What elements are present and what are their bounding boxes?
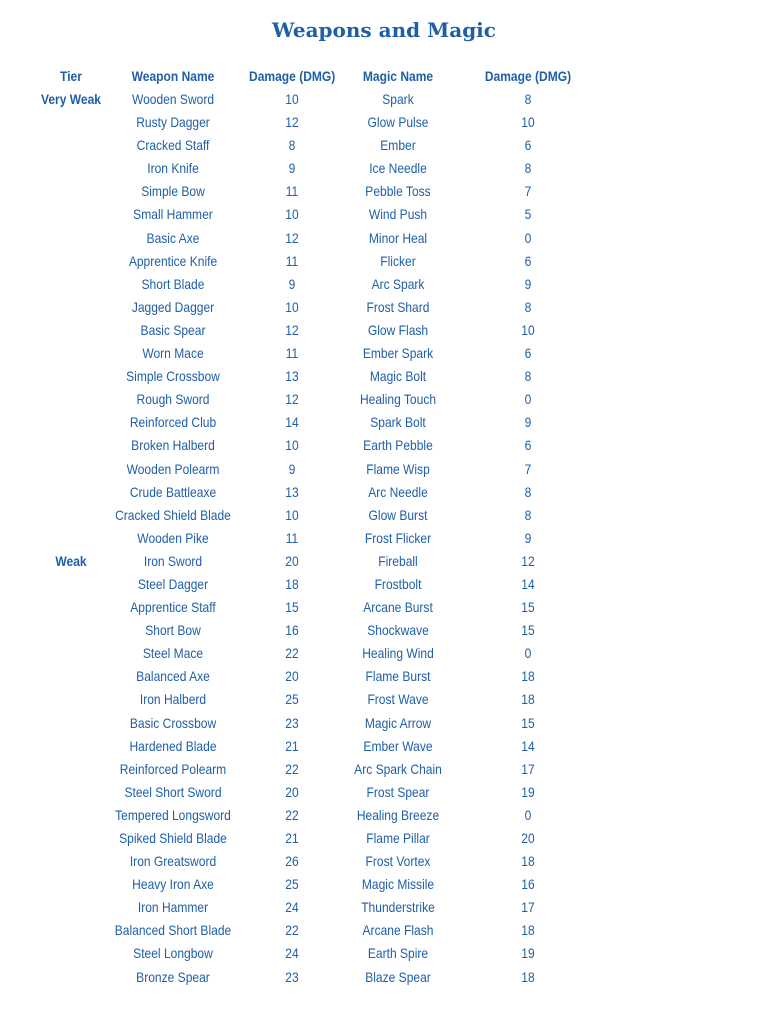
- weapon-damage-cell: 16: [285, 622, 299, 639]
- magic-name-cell: Magic Bolt: [369, 368, 427, 385]
- table-row: [0, 527, 768, 550]
- table-row: [0, 227, 768, 250]
- weapon-damage-cell: 9: [288, 275, 296, 292]
- weapon-damage-cell: 9: [288, 460, 296, 477]
- table-row: [0, 665, 768, 688]
- magic-damage-cell: 0: [524, 806, 532, 823]
- magic-damage-cell: 15: [521, 599, 535, 616]
- weapon-name-cell: Spiked Shield Blade: [119, 830, 227, 846]
- magic-name-cell: Thunderstrike: [361, 899, 435, 916]
- weapon-name-cell: Broken Halberd: [131, 437, 215, 454]
- table-row: [0, 111, 768, 134]
- weapon-damage-cell: 10: [285, 437, 299, 454]
- magic-name-cell: Arcane Flash: [362, 922, 434, 939]
- magic-damage-cell: 15: [521, 622, 535, 639]
- weapon-damage-cell: 10: [285, 506, 299, 523]
- magic-name-cell: Magic Arrow: [364, 714, 432, 731]
- weapon-damage-cell: 14: [285, 414, 299, 431]
- weapon-damage-cell: 13: [285, 368, 299, 385]
- weapon-name-cell: Short Bow: [145, 622, 201, 639]
- weapon-damage-cell: 15: [285, 599, 299, 616]
- header-tier: Tier: [60, 68, 82, 84]
- magic-name-cell: Healing Wind: [362, 645, 434, 662]
- weapon-name-cell: Tempered Longsword: [115, 806, 231, 823]
- table-body: [0, 88, 768, 989]
- weapon-damage-cell: 20: [285, 668, 299, 685]
- table-row: [0, 88, 768, 111]
- table-row: [0, 873, 768, 896]
- magic-damage-cell: 10: [521, 321, 535, 338]
- weapon-name-cell: Reinforced Polearm: [119, 760, 227, 777]
- weapon-damage-cell: 22: [285, 645, 299, 662]
- table-row: [0, 203, 768, 226]
- tier-cell: Weak: [55, 552, 87, 569]
- table-row: [0, 735, 768, 758]
- magic-name-cell: Arc Spark: [371, 275, 425, 292]
- weapon-damage-cell: 20: [285, 552, 299, 569]
- magic-name-cell: Flicker: [380, 252, 416, 269]
- weapon-damage-cell: 10: [285, 91, 299, 107]
- magic-damage-cell: 0: [524, 645, 532, 662]
- weapon-name-cell: Hardened Blade: [129, 737, 217, 754]
- weapon-damage-cell: 25: [285, 691, 299, 708]
- magic-name-cell: Frost Flicker: [364, 529, 432, 546]
- magic-name-cell: Wind Push: [368, 206, 428, 223]
- magic-damage-cell: 9: [524, 529, 532, 546]
- weapon-name-cell: Iron Sword: [143, 552, 203, 569]
- magic-damage-cell: 19: [521, 945, 535, 962]
- magic-damage-cell: 14: [521, 575, 535, 592]
- table-row: [0, 942, 768, 965]
- weapon-damage-cell: 20: [285, 783, 299, 800]
- table-row: [0, 319, 768, 342]
- table-row: [0, 573, 768, 596]
- magic-damage-cell: 17: [521, 760, 535, 777]
- table-row: [0, 250, 768, 273]
- weapon-name-cell: Reinforced Club: [129, 414, 217, 431]
- weapon-damage-cell: 12: [285, 391, 299, 408]
- weapon-name-cell: Bronze Spear: [136, 968, 210, 985]
- magic-damage-cell: 16: [521, 876, 535, 893]
- table-row: [0, 642, 768, 665]
- tier-cell: Very Weak: [40, 91, 102, 107]
- table-row: [0, 458, 768, 481]
- magic-damage-cell: 7: [524, 183, 532, 200]
- magic-name-cell: Ember Wave: [363, 737, 433, 754]
- table-row: [0, 850, 768, 873]
- weapons-magic-table: [0, 64, 768, 989]
- weapon-name-cell: Wooden Polearm: [126, 460, 220, 477]
- weapon-name-cell: Basic Axe: [146, 229, 200, 246]
- magic-damage-cell: 8: [524, 91, 532, 107]
- weapon-name-cell: Balanced Short Blade: [114, 922, 232, 939]
- magic-name-cell: Magic Missile: [361, 876, 435, 893]
- table-row: [0, 296, 768, 319]
- weapon-damage-cell: 22: [285, 760, 299, 777]
- magic-name-cell: Minor Heal: [368, 229, 428, 246]
- weapon-damage-cell: 11: [285, 529, 299, 546]
- magic-damage-cell: 9: [524, 275, 532, 292]
- magic-damage-cell: 18: [521, 691, 535, 708]
- weapon-name-cell: Cracked Staff: [136, 137, 210, 154]
- magic-name-cell: Shockwave: [367, 622, 429, 639]
- magic-damage-cell: 19: [521, 783, 535, 800]
- weapon-damage-cell: 11: [285, 252, 299, 269]
- magic-damage-cell: 0: [524, 229, 532, 246]
- weapon-damage-cell: 21: [285, 737, 299, 754]
- weapon-name-cell: Apprentice Knife: [128, 252, 218, 269]
- table-row: [0, 596, 768, 619]
- weapon-damage-cell: 26: [285, 853, 299, 870]
- magic-damage-cell: 8: [524, 160, 532, 177]
- magic-name-cell: Flame Pillar: [366, 830, 430, 846]
- magic-name-cell: Frost Spear: [366, 783, 430, 800]
- weapon-name-cell: Rough Sword: [136, 391, 210, 408]
- magic-damage-cell: 18: [521, 853, 535, 870]
- table-row: [0, 504, 768, 527]
- weapon-damage-cell: 11: [285, 345, 299, 362]
- magic-damage-cell: 10: [521, 114, 535, 131]
- magic-name-cell: Earth Pebble: [363, 437, 433, 454]
- table-row: [0, 365, 768, 388]
- page-title: Weapons and Magic: [272, 18, 496, 42]
- weapon-damage-cell: 10: [285, 298, 299, 315]
- table-row: [0, 712, 768, 735]
- magic-name-cell: Frost Vortex: [365, 853, 431, 870]
- magic-name-cell: Blaze Spear: [365, 968, 431, 985]
- magic-name-cell: Frost Wave: [367, 691, 429, 708]
- weapon-name-cell: Worn Mace: [142, 345, 204, 362]
- table-row: [0, 273, 768, 296]
- table-row: [0, 827, 768, 850]
- weapon-name-cell: Iron Halberd: [139, 691, 207, 708]
- magic-name-cell: Frostbolt: [374, 575, 422, 592]
- weapon-damage-cell: 22: [285, 806, 299, 823]
- table-row: [0, 919, 768, 942]
- magic-name-cell: Glow Flash: [367, 321, 429, 338]
- magic-damage-cell: 20: [521, 830, 535, 846]
- weapon-damage-cell: 12: [285, 229, 299, 246]
- weapon-name-cell: Cracked Shield Blade: [115, 506, 231, 523]
- weapon-name-cell: Balanced Axe: [136, 668, 210, 685]
- weapon-name-cell: Steel Dagger: [137, 575, 209, 592]
- weapon-damage-cell: 10: [285, 206, 299, 223]
- header-magic-name: Magic Name: [362, 68, 434, 84]
- weapon-name-cell: Rusty Dagger: [136, 114, 210, 131]
- table-row: [0, 134, 768, 157]
- magic-damage-cell: 5: [524, 206, 532, 223]
- weapon-name-cell: Basic Spear: [140, 321, 206, 338]
- table-row: [0, 342, 768, 365]
- magic-name-cell: Ember: [380, 137, 416, 154]
- weapon-name-cell: Simple Crossbow: [126, 368, 220, 385]
- weapon-damage-cell: 13: [285, 483, 299, 500]
- magic-damage-cell: 12: [521, 552, 535, 569]
- weapon-name-cell: Basic Crossbow: [129, 714, 217, 731]
- magic-damage-cell: 15: [521, 714, 535, 731]
- weapon-name-cell: Iron Knife: [147, 160, 199, 177]
- table-row: [0, 966, 768, 989]
- table-row: [0, 157, 768, 180]
- magic-name-cell: Flame Burst: [365, 668, 431, 685]
- magic-name-cell: Arc Spark Chain: [354, 760, 442, 777]
- weapon-name-cell: Heavy Iron Axe: [132, 876, 214, 893]
- magic-name-cell: Ember Spark: [362, 345, 434, 362]
- weapon-damage-cell: 12: [285, 114, 299, 131]
- table-row: [0, 896, 768, 919]
- magic-damage-cell: 9: [524, 414, 532, 431]
- magic-damage-cell: 6: [524, 437, 532, 454]
- magic-damage-cell: 7: [524, 460, 532, 477]
- header-weapon-name: Weapon Name: [131, 68, 215, 84]
- weapon-name-cell: Steel Short Sword: [124, 783, 222, 800]
- magic-name-cell: Arc Needle: [368, 483, 428, 500]
- weapon-name-cell: Short Blade: [141, 275, 205, 292]
- table-row: [0, 781, 768, 804]
- magic-damage-cell: 8: [524, 483, 532, 500]
- magic-damage-cell: 6: [524, 345, 532, 362]
- table-row: [0, 481, 768, 504]
- weapon-name-cell: Crude Battleaxe: [129, 483, 217, 500]
- magic-name-cell: Healing Touch: [359, 391, 437, 408]
- header-weapon-damage: Damage (DMG): [249, 68, 336, 84]
- magic-name-cell: Glow Burst: [368, 506, 428, 523]
- weapon-damage-cell: 18: [285, 575, 299, 592]
- table-row: [0, 804, 768, 827]
- magic-name-cell: Ice Needle: [369, 160, 427, 177]
- weapon-name-cell: Iron Greatsword: [129, 853, 217, 870]
- magic-name-cell: Pebble Toss: [365, 183, 431, 200]
- table-row: [0, 411, 768, 434]
- magic-damage-cell: 17: [521, 899, 535, 916]
- weapon-damage-cell: 9: [288, 160, 296, 177]
- weapon-damage-cell: 23: [285, 714, 299, 731]
- weapon-damage-cell: 24: [285, 899, 299, 916]
- header-magic-damage: Damage (DMG): [484, 68, 572, 84]
- weapon-name-cell: Wooden Pike: [137, 529, 209, 546]
- table-header-row: [0, 64, 768, 88]
- magic-damage-cell: 8: [524, 368, 532, 385]
- table-row: [0, 550, 768, 573]
- table-row: [0, 434, 768, 457]
- weapon-name-cell: Iron Hammer: [137, 899, 209, 916]
- weapon-damage-cell: 8: [288, 137, 296, 154]
- magic-name-cell: Flame Wisp: [366, 460, 430, 477]
- weapon-name-cell: Simple Bow: [141, 183, 205, 200]
- table-row: [0, 388, 768, 411]
- weapon-damage-cell: 12: [285, 321, 299, 338]
- weapon-damage-cell: 21: [285, 830, 299, 846]
- table-row: [0, 619, 768, 642]
- magic-name-cell: Earth Spire: [367, 945, 429, 962]
- magic-damage-cell: 18: [521, 922, 535, 939]
- weapon-damage-cell: 25: [285, 876, 299, 893]
- weapon-name-cell: Steel Mace: [142, 645, 204, 662]
- magic-name-cell: Spark Bolt: [370, 414, 426, 431]
- magic-damage-cell: 18: [521, 668, 535, 685]
- magic-damage-cell: 8: [524, 506, 532, 523]
- weapon-name-cell: Jagged Dagger: [131, 298, 215, 315]
- weapon-damage-cell: 22: [285, 922, 299, 939]
- magic-damage-cell: 8: [524, 298, 532, 315]
- weapon-damage-cell: 24: [285, 945, 299, 962]
- weapon-damage-cell: 23: [285, 968, 299, 985]
- magic-name-cell: Spark: [382, 91, 414, 107]
- magic-damage-cell: 0: [524, 391, 532, 408]
- weapon-name-cell: Small Hammer: [133, 206, 213, 223]
- magic-name-cell: Fireball: [378, 552, 418, 569]
- magic-name-cell: Healing Breeze: [356, 806, 440, 823]
- weapon-name-cell: Wooden Sword: [131, 91, 215, 107]
- magic-damage-cell: 18: [521, 968, 535, 985]
- magic-name-cell: Frost Shard: [366, 298, 430, 315]
- magic-damage-cell: 6: [524, 137, 532, 154]
- weapon-name-cell: Steel Longbow: [133, 945, 213, 962]
- weapon-name-cell: Apprentice Staff: [130, 599, 216, 616]
- magic-name-cell: Glow Pulse: [367, 114, 429, 131]
- table-row: [0, 688, 768, 711]
- table-row: [0, 758, 768, 781]
- magic-damage-cell: 14: [521, 737, 535, 754]
- table-row: [0, 180, 768, 203]
- weapon-damage-cell: 11: [285, 183, 299, 200]
- magic-damage-cell: 6: [524, 252, 532, 269]
- magic-name-cell: Arcane Burst: [363, 599, 433, 616]
